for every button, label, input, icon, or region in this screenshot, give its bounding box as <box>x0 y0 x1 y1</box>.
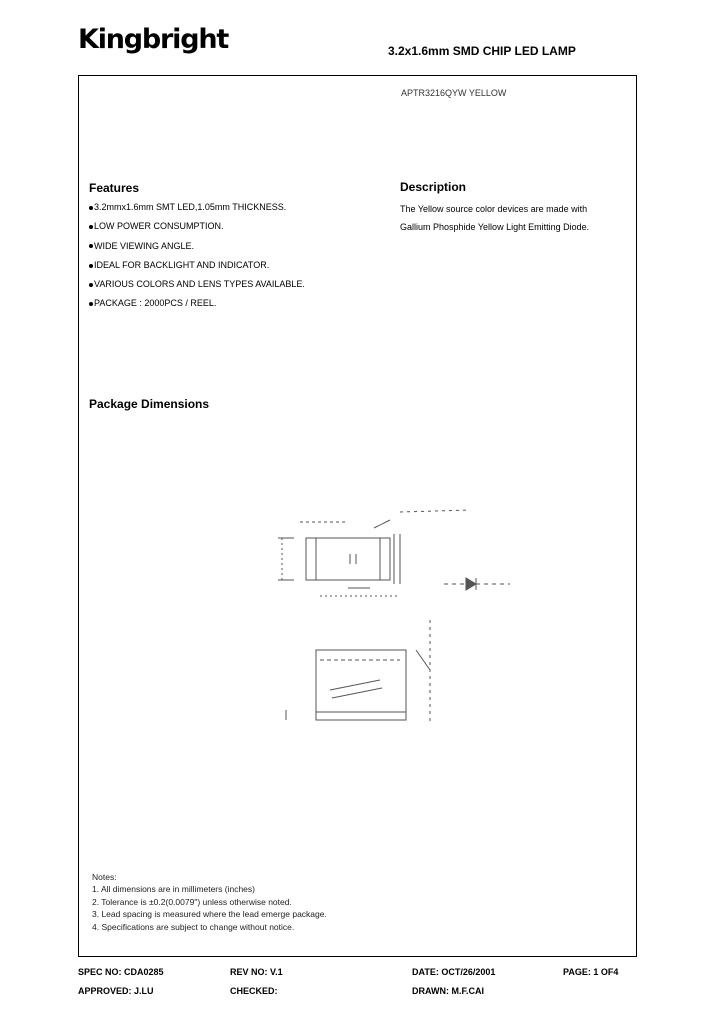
feature-item <box>89 298 305 317</box>
feature-item <box>89 241 305 260</box>
bullet-icon <box>89 264 93 268</box>
bullet-icon <box>89 283 93 287</box>
feature-text: WIDE VIEWING ANGLE. <box>94 240 195 251</box>
document-title: 3.2x1.6mm SMD CHIP LED LAMP <box>388 44 576 58</box>
features-heading: Features <box>89 181 140 195</box>
checked-by: CHECKED: <box>230 986 278 996</box>
package-dimensions-heading: Package Dimensions <box>89 397 210 411</box>
package-dimension-drawing <box>270 500 530 730</box>
approved-by: APPROVED: J.LU <box>78 986 154 996</box>
page-number: PAGE: 1 OF4 <box>563 967 619 977</box>
bullet-icon <box>89 206 93 210</box>
diode-symbol <box>466 578 476 590</box>
feature-text: IDEAL FOR BACKLIGHT AND INDICATOR. <box>94 259 270 270</box>
note-item: 3. Lead spacing is measured where the lead emerge package. <box>92 909 327 920</box>
notes-block <box>92 871 327 933</box>
bullet-icon <box>89 225 93 229</box>
dimension-line <box>332 688 382 698</box>
package-top-view <box>306 538 390 580</box>
spec-number: SPEC NO: CDA0285 <box>78 967 164 977</box>
features-list <box>89 202 305 318</box>
revision-number: REV NO: V.1 <box>230 967 283 977</box>
feature-text: PACKAGE : 2000PCS / REEL. <box>94 298 217 309</box>
description-line: Gallium Phosphide Yellow Light Emitting Diode. <box>400 222 590 232</box>
description-heading: Description <box>400 180 467 194</box>
dimension-line <box>416 650 430 670</box>
feature-text: VARIOUS COLORS AND LENS TYPES AVAILABLE. <box>94 279 305 290</box>
feature-item <box>89 260 305 279</box>
feature-item <box>89 202 305 221</box>
dimension-line <box>374 520 390 528</box>
note-item: 4. Specifications are subject to change without notice. <box>92 921 295 932</box>
bullet-icon <box>89 244 93 248</box>
drawn-by: DRAWN: M.F.CAI <box>412 986 484 996</box>
feature-text: 3.2mmx1.6mm SMT LED,1.05mm THICKNESS. <box>94 202 287 212</box>
note-item: 1. All dimensions are in millimeters (inches) <box>92 884 255 895</box>
dimension-line <box>400 510 470 512</box>
date: DATE: OCT/26/2001 <box>412 967 496 977</box>
part-number: APTR3216QYW YELLOW <box>401 88 507 98</box>
bullet-icon <box>89 302 93 306</box>
notes-heading: Notes: <box>92 872 117 882</box>
dimension-line <box>330 680 380 690</box>
feature-item <box>89 279 305 298</box>
feature-text: LOW POWER CONSUMPTION. <box>94 221 224 232</box>
description-text <box>400 200 625 236</box>
brand-logo: Kingbright <box>78 24 229 55</box>
feature-item <box>89 221 305 240</box>
description-line: The Yellow source color devices are made with <box>400 204 588 214</box>
note-item: 2. Tolerance is ±0.2(0.0079") unless otherwise noted. <box>92 896 292 907</box>
